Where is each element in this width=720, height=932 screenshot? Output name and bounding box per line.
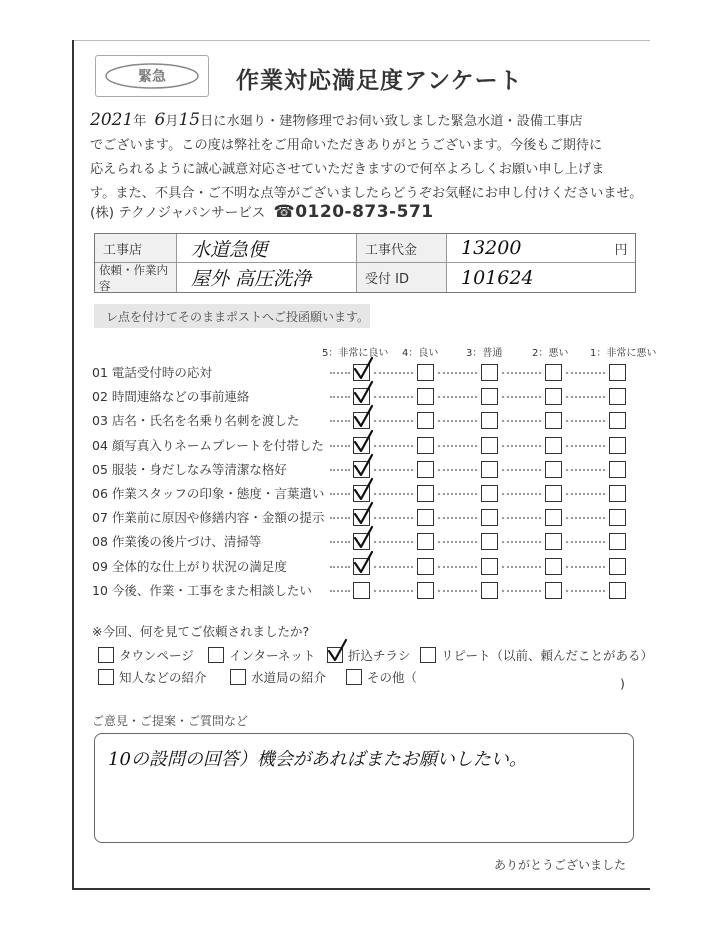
- source-checkbox[interactable]: [208, 647, 224, 663]
- source-option[interactable]: [420, 646, 653, 664]
- row-dots: [374, 420, 413, 422]
- leader-dots: [330, 590, 350, 592]
- logo-text: 緊急: [138, 69, 166, 85]
- rating-checkbox-3[interactable]: [481, 558, 498, 575]
- rating-checkbox-4[interactable]: [417, 558, 434, 575]
- rating-checkbox-5[interactable]: [353, 582, 370, 599]
- row-dots: [438, 590, 477, 592]
- row-dots: [374, 445, 413, 447]
- rating-checkbox-3[interactable]: [481, 485, 498, 502]
- day-handwritten: 15: [178, 110, 201, 130]
- rating-checkbox-2[interactable]: [545, 388, 562, 405]
- row-dots: [502, 420, 541, 422]
- rating-checkbox-1[interactable]: [609, 485, 626, 502]
- rating-checkbox-5[interactable]: [353, 509, 370, 526]
- source-option[interactable]: [98, 646, 194, 664]
- store-label: 工事店: [95, 234, 177, 263]
- row-dots: [566, 372, 605, 374]
- row-dots: [502, 493, 541, 495]
- question-label: [92, 387, 249, 405]
- rating-checkbox-1[interactable]: [609, 509, 626, 526]
- fee-value[interactable]: 13200: [447, 234, 607, 263]
- rating-checkbox-1[interactable]: [609, 388, 626, 405]
- source-option-label: 折込チラシ: [348, 648, 411, 663]
- rating-checkbox-2[interactable]: [545, 485, 562, 502]
- intro-line-4: す。また、不具合・ご不明な点等がございましたらどうぞお気軽にお申し付けくださいませ。: [90, 186, 643, 201]
- rating-checkbox-5[interactable]: [353, 364, 370, 381]
- source-checkbox[interactable]: [420, 647, 436, 663]
- rating-checkbox-3[interactable]: [481, 437, 498, 454]
- source-option[interactable]: [230, 668, 326, 686]
- row-dots: [374, 590, 413, 592]
- check-mark-icon: [352, 357, 374, 381]
- question-number: 07: [92, 510, 108, 526]
- source-checkbox[interactable]: [230, 669, 246, 685]
- rating-checkbox-5[interactable]: [353, 388, 370, 405]
- intro-line-2: でございます。この度は弊社をご用命いただきありがとうございます。今後もご期待に: [90, 138, 603, 153]
- row-dots: [374, 517, 413, 519]
- check-mark-icon: [352, 454, 374, 478]
- source-checkbox[interactable]: [98, 669, 114, 685]
- rating-checkbox-5[interactable]: [353, 412, 370, 429]
- posting-notice: レ点を付けてそのままポストへご投函願います。: [94, 304, 370, 328]
- rating-checkbox-1[interactable]: [609, 533, 626, 550]
- rating-checkbox-4[interactable]: [417, 437, 434, 454]
- row-dots: [566, 445, 605, 447]
- rating-checkbox-4[interactable]: [417, 582, 434, 599]
- store-value[interactable]: 水道急便: [177, 234, 357, 263]
- question-text: 今後、作業・工事をまた相談したい: [111, 582, 312, 598]
- rating-checkbox-5[interactable]: [353, 558, 370, 575]
- check-mark-icon: [326, 639, 348, 663]
- row-dots: [374, 541, 413, 543]
- intro-line-3: 応えられるように誠心誠意対応させていただきますので何卒よろしくお願い申し上げま: [90, 162, 605, 177]
- rating-checkbox-3[interactable]: [481, 533, 498, 550]
- sheet-bottom-edge: [72, 888, 650, 890]
- row-dots: [502, 517, 541, 519]
- rating-checkbox-4[interactable]: [417, 509, 434, 526]
- phone-number: 0120-873-571: [295, 202, 434, 222]
- question-label: [92, 436, 324, 454]
- leader-dots: [330, 517, 350, 519]
- question-text: 店名・氏名を名乗り名刺を渡した: [111, 413, 300, 429]
- source-option-label: 知人などの紹介: [119, 670, 207, 685]
- source-question: ※今回、何を見てご依頼されましたか?: [92, 624, 310, 639]
- source-option[interactable]: [346, 668, 417, 686]
- question-label: [92, 557, 287, 575]
- id-label: 受付 ID: [357, 263, 447, 292]
- intro-line-1-rest: 日に水廻り・建物修理でお伺い致しました緊急水道・設備工事店: [200, 114, 583, 129]
- row-dots: [438, 493, 477, 495]
- row-dots: [502, 445, 541, 447]
- opinion-text: 10の設問の回答）機会があればまたお願いしたい。: [108, 749, 527, 770]
- content-label: 依頼・作業内容: [95, 263, 177, 292]
- question-number: 09: [92, 558, 108, 574]
- rating-checkbox-1[interactable]: [609, 558, 626, 575]
- check-mark-icon: [352, 551, 374, 575]
- rating-checkbox-3[interactable]: [481, 412, 498, 429]
- intro-line-1: [90, 108, 650, 134]
- check-mark-icon: [352, 526, 374, 550]
- row-dots: [374, 469, 413, 471]
- leader-dots: [330, 566, 350, 568]
- rating-checkbox-1[interactable]: [609, 582, 626, 599]
- rating-checkbox-4[interactable]: [417, 533, 434, 550]
- row-dots: [566, 396, 605, 398]
- rating-checkbox-4[interactable]: [417, 364, 434, 381]
- row-dots: [566, 469, 605, 471]
- question-text: 作業スタッフの印象・態度・言葉遣い: [111, 486, 325, 501]
- phone-icon: ☎: [273, 202, 296, 222]
- row-dots: [438, 469, 477, 471]
- content-value[interactable]: 屋外 高圧洗浄: [177, 263, 357, 292]
- row-dots: [438, 445, 477, 447]
- question-number: 10: [92, 582, 108, 598]
- row-dots: [566, 590, 605, 592]
- question-text: 電話受付時の応対: [111, 365, 212, 380]
- fee-label: 工事代金: [357, 234, 447, 263]
- question-number: 06: [92, 486, 108, 501]
- rating-checkbox-1[interactable]: [609, 461, 626, 478]
- row-dots: [374, 396, 413, 398]
- rating-checkbox-3[interactable]: [481, 364, 498, 381]
- source-checkbox[interactable]: [346, 669, 362, 685]
- leader-dots: [330, 372, 350, 374]
- rating-checkbox-2[interactable]: [545, 364, 562, 381]
- info-table: [94, 233, 636, 293]
- leader-dots: [330, 541, 350, 543]
- company-logo: [95, 55, 209, 97]
- year-suffix: 年: [133, 114, 147, 129]
- page-title: 作業対応満足度アンケート: [236, 68, 523, 94]
- check-mark-icon: [352, 405, 374, 429]
- question-label: [92, 581, 312, 599]
- source-option-label: 水道局の紹介: [251, 670, 327, 685]
- row-dots: [502, 541, 541, 543]
- question-text: 全体的な仕上がり状況の満足度: [111, 558, 287, 574]
- scale-label: 3：普通: [466, 348, 503, 359]
- leader-dots: [330, 469, 350, 471]
- year-handwritten: 2021: [90, 110, 134, 130]
- rating-checkbox-2[interactable]: [545, 582, 562, 599]
- source-option-label: インターネット: [229, 648, 316, 663]
- source-option[interactable]: [98, 668, 207, 686]
- row-dots: [566, 517, 605, 519]
- question-label: [92, 508, 324, 526]
- rating-checkbox-3[interactable]: [481, 461, 498, 478]
- row-dots: [438, 566, 477, 568]
- row-dots: [438, 372, 477, 374]
- check-mark-icon: [352, 502, 374, 526]
- question-label: [92, 460, 287, 478]
- month-suffix: 月: [165, 114, 179, 129]
- leader-dots: [330, 420, 350, 422]
- month-handwritten: 6: [154, 110, 166, 130]
- rating-checkbox-1[interactable]: [609, 412, 626, 429]
- question-number: 02: [92, 389, 108, 405]
- rating-checkbox-2[interactable]: [545, 509, 562, 526]
- question-text: 服装・身だしなみ等清潔な格好: [111, 461, 287, 477]
- intro-paragraph: [90, 108, 650, 206]
- scale-label: 5：非常に良い: [322, 348, 389, 359]
- scale-label: 4：良い: [402, 348, 439, 359]
- opinion-label: ご意見・ご提案・ご質問など: [92, 714, 249, 728]
- rating-checkbox-2[interactable]: [545, 412, 562, 429]
- row-dots: [502, 590, 541, 592]
- id-value[interactable]: 101624: [461, 266, 534, 289]
- source-option[interactable]: [208, 646, 315, 664]
- row-dots: [502, 396, 541, 398]
- row-dots: [438, 420, 477, 422]
- row-dots: [374, 493, 413, 495]
- question-number: 04: [92, 437, 108, 453]
- rating-checkbox-4[interactable]: [417, 485, 434, 502]
- source-option[interactable]: [327, 646, 411, 664]
- check-mark-icon: [352, 478, 374, 502]
- row-dots: [566, 420, 605, 422]
- source-checkbox[interactable]: [98, 647, 114, 663]
- question-number: 08: [92, 534, 108, 550]
- question-number: 03: [92, 413, 108, 429]
- leader-dots: [330, 445, 350, 447]
- scale-label: 2：悪い: [532, 348, 569, 359]
- question-text: 作業前に原因や修繕内容・金額の提示: [111, 510, 325, 526]
- logo-mark-icon: [102, 61, 202, 91]
- sheet-top-edge: [72, 40, 650, 41]
- check-mark-icon: [352, 430, 374, 454]
- rating-checkbox-2[interactable]: [545, 461, 562, 478]
- question-text: 顔写真入りネームプレートを付帯した: [111, 437, 324, 453]
- rating-checkbox-2[interactable]: [545, 437, 562, 454]
- rating-checkbox-1[interactable]: [609, 364, 626, 381]
- leader-dots: [330, 396, 350, 398]
- rating-checkbox-2[interactable]: [545, 558, 562, 575]
- row-dots: [438, 541, 477, 543]
- rating-checkbox-5[interactable]: [353, 485, 370, 502]
- question-label: [92, 363, 212, 381]
- row-dots: [374, 372, 413, 374]
- row-dots: [438, 517, 477, 519]
- rating-checkbox-3[interactable]: [481, 582, 498, 599]
- question-label: [92, 484, 324, 502]
- question-number: 05: [92, 461, 108, 477]
- question-text: 作業後の後片づけ、清掃等: [111, 534, 262, 550]
- row-dots: [566, 493, 605, 495]
- question-text: 時間連絡などの事前連絡: [111, 389, 250, 405]
- question-label: [92, 532, 261, 550]
- rating-checkbox-4[interactable]: [417, 388, 434, 405]
- row-dots: [374, 566, 413, 568]
- rating-checkbox-1[interactable]: [609, 437, 626, 454]
- company-name: (株) テクノジャパンサービス: [90, 205, 266, 221]
- source-checkbox[interactable]: [327, 647, 343, 663]
- rating-checkbox-2[interactable]: [545, 533, 562, 550]
- row-dots: [566, 566, 605, 568]
- rating-checkbox-3[interactable]: [481, 509, 498, 526]
- leader-dots: [330, 493, 350, 495]
- question-number: 01: [92, 365, 108, 380]
- fee-unit: 円: [607, 234, 635, 263]
- rating-checkbox-5[interactable]: [353, 437, 370, 454]
- row-dots: [502, 566, 541, 568]
- thanks-text: ありがとうございました: [494, 858, 627, 872]
- rating-checkbox-4[interactable]: [417, 461, 434, 478]
- scale-label: 1：非常に悪い: [590, 348, 657, 359]
- rating-checkbox-3[interactable]: [481, 388, 498, 405]
- rating-checkbox-5[interactable]: [353, 533, 370, 550]
- rating-checkbox-4[interactable]: [417, 412, 434, 429]
- source-option-label: リピート（以前、頼んだことがある）: [441, 648, 654, 663]
- sheet-left-edge: [72, 40, 74, 890]
- question-label: [92, 411, 299, 429]
- source-option-label: タウンページ: [119, 648, 194, 663]
- row-dots: [502, 372, 541, 374]
- row-dots: [502, 469, 541, 471]
- row-dots: [566, 541, 605, 543]
- source-option-label: その他（: [367, 670, 418, 685]
- row-dots: [438, 396, 477, 398]
- check-mark-icon: [352, 381, 374, 405]
- company-line: [90, 201, 434, 222]
- other-close-paren: ): [620, 676, 625, 691]
- rating-checkbox-5[interactable]: [353, 461, 370, 478]
